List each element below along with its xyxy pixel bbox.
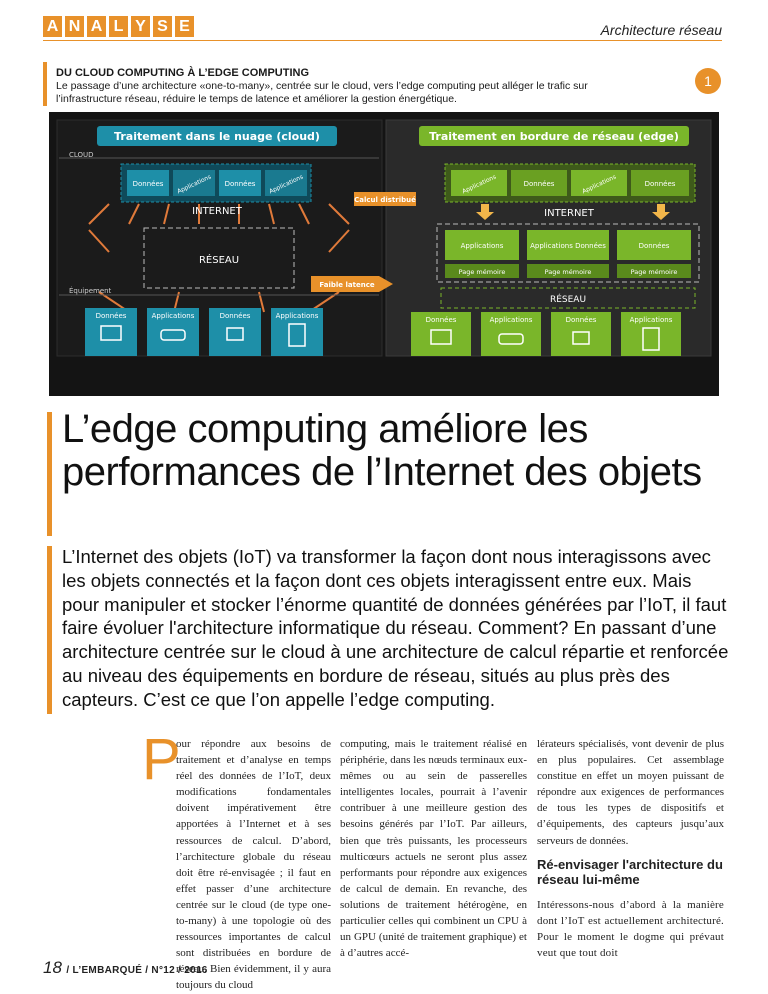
cloud-internet-label: INTERNET	[192, 206, 242, 217]
rubric-letter: E	[175, 16, 194, 37]
article-headline: L’edge computing améliore les performances de l’Internet des objets	[62, 407, 702, 494]
edge-box-label: Applications Données	[530, 242, 606, 250]
publication-info: / L’EMBARQUÉ / N°12 / 2016	[66, 965, 208, 976]
edge-boxes	[445, 230, 691, 278]
edge-internet-label: INTERNET	[544, 208, 594, 219]
page-number: 18	[43, 958, 62, 977]
body-text: our répondre aux besoins de traitement et d’analyse en temps réel des données de l’IoT, deux modifications fondamentales doivent impérativement être apportées à l’Internet et à ses ressources de calcul. D’abord, l’architecture globale du réseau doit être ré-envisagée ; il faut en effet passer d’une architecture centrée sur le cloud (de type one-to-many) à une topologie où des ressources importantes de calcul sont distribuées en bordure de réseau. Bien évidemment, il y aura toujours du cloud	[176, 738, 331, 992]
page-memory-label: Page mémoire	[458, 268, 506, 276]
figure-number: 1	[695, 68, 721, 94]
rubric-letter: N	[65, 16, 84, 37]
device-label: Applications	[275, 312, 319, 320]
rubric-letter: S	[153, 16, 172, 37]
rubric-letter: Y	[131, 16, 150, 37]
device-label: Données	[95, 312, 127, 320]
cloud-network-label: RÉSEAU	[198, 255, 240, 266]
latency-label: Faible latence	[319, 281, 375, 289]
header-divider	[43, 40, 722, 41]
edge-item-label: Données	[523, 180, 555, 188]
body-text: Intéressons-nous d’abord à la manière dont l’IoT est actuellement architecturé. Pour le moment le dogme qui prévaut veut que tout doit	[537, 898, 724, 959]
cloud-item-label: Applications	[176, 173, 213, 196]
equipment-tag: Équipement	[69, 287, 112, 295]
body-text: computing, mais le traitement réalisé en périphérie, dans les nœuds terminaux eux-mêmes ou au sein de passerelles intelligentes locales, pourrait à l’avenir contribuer à une meilleure gestion des besoins générés par l’IoT. Par ailleurs, bien que très puissants, les processeurs multicœurs actuels ne seront plus assez performants pour répondre aux exigences de calcul de demain. En revanche, des solutions de traitement hétérogène, en particulier celles qui combinent un CPU à un GPU (unité de traitement graphique) et à d’autres accé-	[340, 738, 527, 960]
device-label: Données	[565, 316, 597, 324]
device-label: Données	[425, 316, 457, 324]
figure-caption: Le passage d’une architecture «one-to-many», centrée sur le cloud, vers l’edge computing peut alléger le trafic sur l’infrastructure réseau, réduire le temps de latence et améliorer la gestion énergétique.	[56, 80, 588, 105]
rubric-letter: A	[87, 16, 106, 37]
body-column-2	[340, 736, 527, 961]
article-lead: L’Internet des objets (IoT) va transformer la façon dont nous interagissons avec les objets connectés et la façon dont ces objets interagissent entre eux. Mais pour manipuler et stocker l’énorme quantité de données générées par l’IoT, il faut faire évoluer l'architecture informatique du réseau. Comment? En passant d’une architecture centrée sur le cloud à une architecture de calcul répartie et renforcée au niveau des équipements en bordure de réseau, situés au plus près des capteurs. C’est ce que l’on appelle l’edge computing.	[62, 546, 729, 710]
edge-item-label: Applications	[581, 173, 618, 196]
device-label: Données	[219, 312, 251, 320]
section-title: Architecture réseau	[600, 22, 722, 38]
device-label: Applications	[151, 312, 195, 320]
body-column-3	[537, 736, 724, 961]
page-memory-label: Page mémoire	[544, 268, 592, 276]
rubric-letter: A	[43, 16, 62, 37]
device-label: Applications	[489, 316, 533, 324]
diagram-footer-band	[49, 358, 719, 396]
figure-accent-bar	[43, 62, 47, 106]
figure-title: DU CLOUD COMPUTING À L’EDGE COMPUTING	[56, 67, 309, 79]
edge-network-label: RÉSEAU	[549, 295, 587, 305]
section-rubric	[43, 16, 194, 37]
edge-item-label: Données	[644, 180, 676, 188]
device-label: Applications	[629, 316, 673, 324]
edge-header-label: Traitement en bordure de réseau (edge)	[429, 130, 679, 143]
cloud-item-label: Données	[224, 180, 256, 188]
section-subheading: Ré-envisager l'architecture du réseau lui-même	[537, 856, 723, 887]
drop-cap: P	[142, 727, 181, 792]
cloud-header-label: Traitement dans le nuage (cloud)	[114, 130, 320, 143]
body-column-1	[142, 727, 331, 994]
body-text: lérateurs spécialisés, vont devenir de plus en plus populaires. Cet assemblage constitue en effet un moyen puissant de répondre aux exigences de performances de tous les types de dispositifs et d’équipements, des capteurs jusqu’aux serveurs de données.	[537, 738, 724, 847]
distributed-label: Calcul distribué	[354, 196, 416, 204]
figure	[43, 62, 725, 396]
edge-box-label: Applications	[460, 242, 504, 250]
headline-accent-bar	[47, 412, 52, 536]
cloud-item-label: Applications	[268, 173, 305, 196]
architecture-diagram	[49, 112, 719, 396]
cloud-tag: CLOUD	[69, 151, 94, 159]
cloud-item-label: Données	[132, 180, 164, 188]
lead-accent-bar	[47, 546, 52, 714]
page-footer	[43, 958, 208, 978]
edge-item-label: Applications	[461, 173, 498, 196]
rubric-letter: L	[109, 16, 128, 37]
edge-box-label: Données	[638, 242, 670, 250]
page-memory-label: Page mémoire	[630, 268, 678, 276]
